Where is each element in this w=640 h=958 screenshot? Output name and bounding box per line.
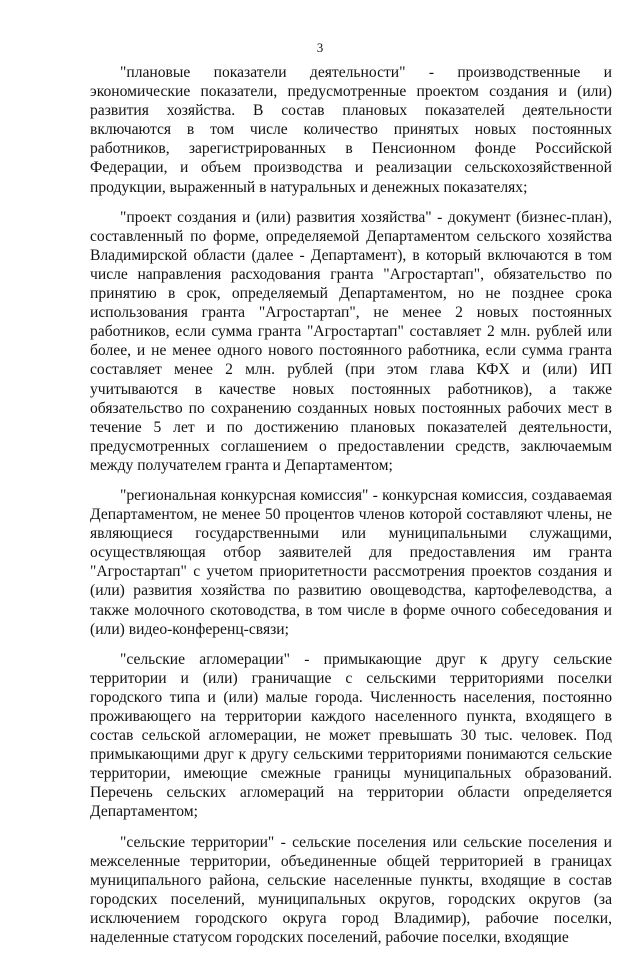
- document-body: [90, 63, 612, 958]
- paragraph-rural-territories: "сельские территории" - сельские поселения или сельские поселения и межселенные территории, объединенные общей территорией в границах муниципального района, сельские населенные пункты, входящие в состав городских поселений, муниципальных округов, городских округов (за исключением городского округа город Владимир), рабочие поселки, наделенные статусом городских поселений, рабочие поселки, входящие: [90, 833, 612, 947]
- paragraph-farm-project: "проект создания и (или) развития хозяйства" - документ (бизнес-план), составленный по форме, определяемой Департаментом сельского хозяйства Владимирской области (далее - Департамент), в который включаются в том числе направления расходования гранта "Агростартап", обязательство по принятию в срок, определяемый Департаментом, но не позднее срока использования гранта "Агростартап", не менее 2 новых постоянных работников, если сумма гранта "Агростартап" составляет 2 млн. рублей или более, и не менее одного нового постоянного работника, если сумма гранта составляет менее 2 млн. рублей (при этом глава КФХ и (или) ИП учитываются в качестве новых постоянных работников), а также обязательство по сохранению созданных новых постоянных рабочих мест в течение 5 лет и по достижению плановых показателей деятельности, предусмотренных соглашением о предоставлении средств, заключаемым между получателем гранта и Департаментом;: [90, 208, 612, 474]
- paragraph-rural-agglomerations: "сельские агломерации" - примыкающие друг к другу сельские территории и (или) граничащие с сельскими территориями поселки городского типа и (или) малые города. Численность населения, постоянно проживающего на территории каждого населенного пункта, входящего в состав сельской агломерации, не может превышать 30 тыс. человек. Под примыкающими друг к другу сельскими территориями понимаются сельские территории, имеющие смежные границы муниципальных образований. Перечень сельских агломераций на территории области определяется Департаментом;: [90, 650, 612, 821]
- paragraph-planned-indicators: "плановые показатели деятельности" - производственные и экономические показатели, предусмотренные проектом создания и (или) развития хозяйства. В состав плановых показателей деятельности включаются в том числе количество принятых новых постоянных работников, зарегистрированных в Пенсионном фонде Российской Федерации, и объем производства и реализации сельскохозяйственной продукции, выраженный в натуральных и денежных показателях;: [90, 64, 612, 196]
- page-number: 3: [316, 40, 324, 55]
- paragraph-competition-commission: "региональная конкурсная комиссия" - конкурсная комиссия, создаваемая Департаментом, не менее 50 процентов членов которой составляют члены, не являющиеся государственными или муниципальными служащими, осуществляющая отбор заявителей для предоставления им гранта "Агростартап" с учетом приоритетности рассмотрения проектов создания и (или) развития хозяйства по развитию овощеводства, картофелеводства, а также молочного скотоводства, в том числе в форме очного собеседования и (или) видео-конференц-связи;: [90, 486, 612, 638]
